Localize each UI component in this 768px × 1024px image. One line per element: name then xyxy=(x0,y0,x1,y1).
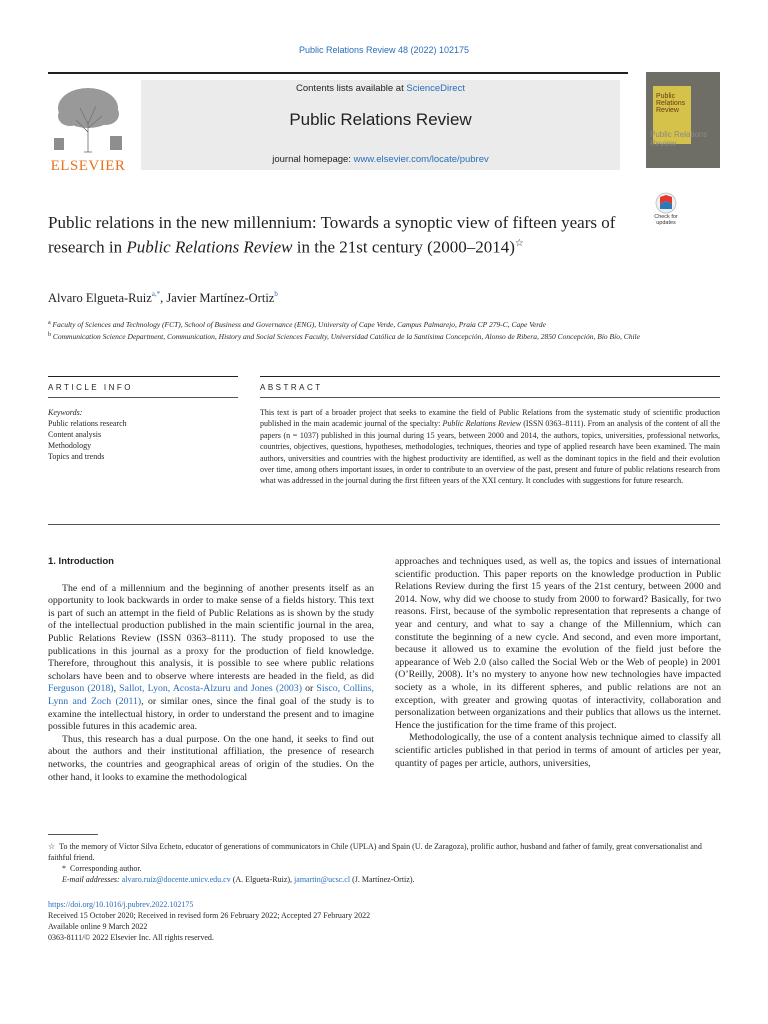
title-part-2: in the 21st century (2000–2014) xyxy=(292,237,515,257)
abstract-part-2: (ISSN 0363–8111). From an analysis of the content of all the papers (n = 1037) published in this journal during 15 years, between 2000 and 2014, the authors, topics, universities, professional networks, countries, objectives, questions, hypotheses, methodologies, techniques, theories and type of applied research have been examined. The main authors, universities and countries with the highest productivity are identified, as well as the dominant topics in the field and their evolution over time, among others important issues, in order to contribute to an overview of the past, present and future of public relations research from what was addressed in the journal during the first fifteen years of the XXI century. It concludes with suggestions for future research. xyxy=(260,419,721,486)
footnote-mark: ☆ xyxy=(48,842,56,851)
elsevier-tree-logo[interactable] xyxy=(48,82,128,174)
online-date: Available online 9 March 2022 xyxy=(48,922,148,931)
homepage-label: journal homepage: xyxy=(272,154,354,165)
article-info-rule xyxy=(48,376,238,377)
abstract-bottom-rule xyxy=(48,524,720,525)
received-dates: Received 15 October 2020; Received in revised form 26 February 2022; Accepted 27 February 2022 xyxy=(48,911,371,920)
email-owner: (J. Martínez-Ortiz). xyxy=(350,875,415,884)
body-column-right xyxy=(395,556,721,770)
footnotes xyxy=(48,841,720,885)
memory-text: To the memory of Víctor Silva Echeto, educator of generations of communicators in Chile (UPLA) and Spain (U. de Zaragoza), prolific author, husband and father of family, great conversationalist and faithful friend. xyxy=(48,842,702,862)
affiliation-mark: a xyxy=(48,320,51,326)
affiliations xyxy=(48,318,708,342)
homepage-link[interactable]: www.elsevier.com/locate/pubrev xyxy=(353,154,489,165)
title-part-1: Public relations in the new millennium: Towards a synoptic view of fifteen years of research in xyxy=(48,213,616,257)
footnote-rule xyxy=(48,834,98,835)
corresponding-footnote xyxy=(48,863,720,874)
email-link[interactable]: alvaro.ruiz@docente.unicv.edu.cv xyxy=(121,875,231,884)
publisher-name: ELSEVIER xyxy=(50,158,126,174)
intro-paragraph-3: approaches and techniques used, as well as, the topics and issues of international scientific production. This paper reports on the knowledge production in Public Relations Review during the first 15 years of the 21st century, between 2000 and 2014. Now, why did we choose to study from 2000 to forward? Basically, for two reasons. First, because of the symbolic representation that represents a change of year and century, and what to say a change of the Millennium, which can constitute the beginning of a new cycle. And second, and even more important, because it allowed us to examine the evolution of the field just before the appearance of Web 2.0 (also called the Social Web or the Web of people) in 2001 (O’Reilly, 2008). It’s no mystery to anyone how new technologies have impacted society as a whole, in its different spheres, and public relations are not an exception, with greater and growing quotas of interactivity, collaboration and personalization between organizations and their publics that allows us the internet. Hence the justification for the time frame of this project. xyxy=(395,556,721,731)
article-title xyxy=(48,212,628,258)
footnote-mark: * xyxy=(62,864,66,873)
abstract-rule xyxy=(260,376,720,377)
abstract-heading: ABSTRACT xyxy=(260,383,323,392)
contents-line xyxy=(141,83,620,94)
author-marks[interactable]: a,* xyxy=(151,290,161,298)
citation-link[interactable]: Sallot, Lyon, Acosta-Alzuru and Jones (2003) xyxy=(119,683,302,695)
author-list xyxy=(48,290,278,306)
journal-cover-thumbnail[interactable] xyxy=(646,72,720,168)
abstract-text xyxy=(260,407,720,487)
author-name[interactable]: Alvaro Elgueta-Ruiz xyxy=(48,291,152,305)
journal-title: Public Relations Review xyxy=(289,110,472,129)
publication-info xyxy=(48,899,720,943)
keywords-block xyxy=(48,407,127,462)
author-name[interactable]: Javier Martínez-Ortiz xyxy=(166,291,275,305)
abstract-subrule xyxy=(260,397,720,398)
header-banner xyxy=(141,80,620,170)
citation-separator: , xyxy=(113,683,120,695)
keyword: Methodology xyxy=(48,441,92,450)
memory-footnote xyxy=(48,841,720,863)
homepage-line xyxy=(141,154,620,165)
sciencedirect-link[interactable]: ScienceDirect xyxy=(406,83,465,94)
check-updates-label: Check for updates xyxy=(654,214,678,226)
journal-reference[interactable]: Public Relations Review 48 (2022) 102175 xyxy=(298,45,470,55)
affiliation-text: Communication Science Department, Communication, History and Social Sciences Faculty, Universidad Católica de la Santísima Concepción, Alonso de Ribera, 2850 Concepción, Bío Bío, Chile xyxy=(52,332,640,341)
check-updates-icon xyxy=(650,192,682,214)
email-owner: (A. Elgueta-Ruiz), xyxy=(230,875,295,884)
cover-watermark: Public Relations Review xyxy=(650,130,708,148)
keyword: Public relations research xyxy=(48,419,127,428)
title-footnote-mark[interactable]: ☆ xyxy=(514,238,524,249)
author-marks[interactable]: b xyxy=(274,290,278,298)
intro-paragraph-1 xyxy=(48,583,374,734)
citation-link[interactable]: Ferguson (2018) xyxy=(48,683,114,695)
abstract-journal-name: Public Relations Review xyxy=(442,419,522,429)
copyright-line: 0363-8111/© 2022 Elsevier Inc. All rights reserved. xyxy=(48,933,214,942)
email-label: E-mail addresses: xyxy=(62,875,122,884)
keyword: Content analysis xyxy=(48,430,102,439)
abstract-part-1: This text is part of a broader project that seeks to examine the field of Public Relations from the systematic study of scientific production published in the main academic journal of the specialty: xyxy=(260,408,720,429)
intro-p1-text-b: , or similar ones, since the final goal of the study is to examine the intellectual history, in order to understand the present and to imagine possible futures in this academic area. xyxy=(48,695,374,733)
article-info-heading: ARTICLE INFO xyxy=(48,383,133,392)
contents-prefix: Contents lists available at xyxy=(296,83,407,94)
keyword: Topics and trends xyxy=(48,452,105,461)
body-column-left xyxy=(48,556,374,784)
journal-header xyxy=(48,72,628,174)
corresponding-text: Corresponding author. xyxy=(70,864,142,873)
article-info-subrule xyxy=(48,397,238,398)
intro-paragraph-2: Thus, this research has a dual purpose. On the one hand, it seeks to find out about the authors and their institutional affiliation, the presence of research networks, the countries and geographical areas of origin of the studies. On the other hand, it looks to examine the methodological xyxy=(48,733,374,783)
author-separator: , xyxy=(160,291,167,305)
doi-link[interactable]: https://doi.org/10.1016/j.pubrev.2022.102175 xyxy=(48,900,194,909)
keywords-label: Keywords: xyxy=(48,408,83,417)
affiliation-item xyxy=(48,330,708,342)
check-for-updates-badge[interactable] xyxy=(650,192,682,232)
email-link[interactable]: jamartin@ucsc.cl xyxy=(294,875,351,884)
affiliation-item xyxy=(48,318,708,330)
citation-separator: or xyxy=(301,683,317,695)
introduction-heading: 1. Introduction xyxy=(48,556,114,567)
citation-link[interactable]: Sisco, Collins, Lynn and Zoch (2011) xyxy=(48,683,375,707)
intro-paragraph-4: Methodologically, the use of a content analysis technique aimed to classify all scientific articles published in that period in terms of amount of articles per year, quantity of pages per article, authors, universities, xyxy=(395,732,721,769)
title-journal-name: Public Relations Review xyxy=(126,237,293,257)
email-footnote xyxy=(48,874,720,885)
intro-p1-text-a: The end of a millennium and the beginning of another presents itself as an opportunity to look backwards in order to make sense of a fields history. This text is part of such an attempt in the field of Public Relations as is shown by the study of the intellectual production published in the main scientific journal in the area, Public Relations Review (ISSN 0363–8111). The study proposed to use the publications in this journal as a proxy for the production of field knowledge. Therefore, throughout this analysis, it is possible to see where public relations scholars have been and to observe where interests are headed in the field, as did xyxy=(48,582,374,682)
cover-title: Public Relations Review xyxy=(656,93,686,114)
affiliation-text: Faculty of Sciences and Technology (FCT), School of Business and Governance (ENG), University of Cape Verde, Campus Palmarejo, Praia CP 279-C, Cape Verde xyxy=(52,320,547,329)
affiliation-mark: b xyxy=(48,332,51,338)
